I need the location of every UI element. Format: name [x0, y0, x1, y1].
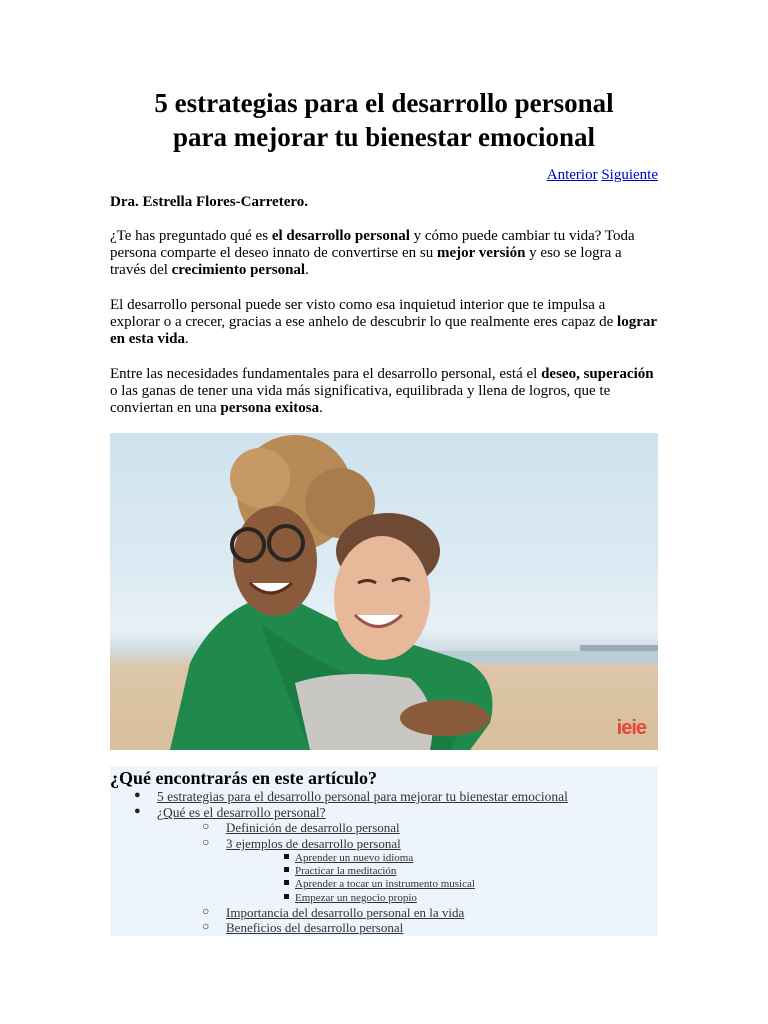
third-paragraph: Entre las necesidades fundamentales para el desarrollo personal, está el deseo, superación o las ganas de tener una vida más significativa, equilibrada y llena de logros, que te conviertan en una persona exitosa. — [110, 366, 654, 416]
pagination-nav — [547, 167, 658, 184]
circle-bullet-icon: ○ — [202, 919, 210, 933]
square-bullet-icon — [284, 867, 289, 872]
photo-brand-logo: ieie — [616, 717, 646, 739]
toc-link-instrument[interactable]: Aprender a tocar un instrumento musical — [295, 878, 475, 890]
second-paragraph: El desarrollo personal puede ser visto como esa inquietud interior que te impulsa a explorar o a crecer, gracias a ese anhelo de descubrir lo que realmente eres capaz de lograr en esta vida. — [110, 297, 657, 347]
toc-link-business[interactable]: Empezar un negocio propio — [295, 892, 417, 904]
circle-bullet-icon: ○ — [202, 904, 210, 918]
square-bullet-icon — [284, 854, 289, 859]
circle-bullet-icon: ○ — [202, 835, 210, 849]
toc-link-what-is[interactable]: ¿Qué es el desarrollo personal? — [157, 805, 326, 820]
author-name: Dra. Estrella Flores-Carretero. — [110, 194, 308, 210]
hero-photo — [110, 433, 658, 750]
square-bullet-icon — [284, 880, 289, 885]
couple-illustration — [110, 433, 658, 750]
toc-link-importance[interactable]: Importancia del desarrollo personal en la vida — [226, 905, 465, 920]
bullet-icon: ● — [134, 805, 141, 817]
circle-bullet-icon: ○ — [202, 819, 210, 833]
toc-link-strategies[interactable]: 5 estrategias para el desarrollo personal para mejorar tu bienestar emocional — [157, 789, 568, 804]
toc-link-meditation[interactable]: Practicar la meditación — [295, 865, 397, 877]
table-of-contents — [110, 766, 658, 936]
toc-title: ¿Qué encontrarás en este artículo? — [110, 768, 377, 788]
bullet-icon: ● — [134, 789, 141, 801]
previous-link[interactable]: Anterior — [546, 167, 598, 183]
toc-link-benefits[interactable]: Beneficios del desarrollo personal — [226, 920, 404, 935]
next-link[interactable]: Siguiente — [601, 167, 658, 183]
toc-link-language[interactable]: Aprender un nuevo idioma — [295, 852, 414, 864]
toc-link-definition[interactable]: Definición de desarrollo personal — [226, 820, 400, 835]
article-title: 5 estrategias para el desarrollo personal para mejorar tu bienestar emocional — [154, 88, 614, 152]
intro-paragraph: ¿Te has preguntado qué es el desarrollo personal y cómo puede cambiar tu vida? Toda persona comparte el deseo innato de convertirse en su mejor versión y eso se logra a través del crecimiento personal. — [110, 228, 635, 278]
toc-link-examples[interactable]: 3 ejemplos de desarrollo personal — [226, 836, 401, 851]
square-bullet-icon — [284, 894, 289, 899]
